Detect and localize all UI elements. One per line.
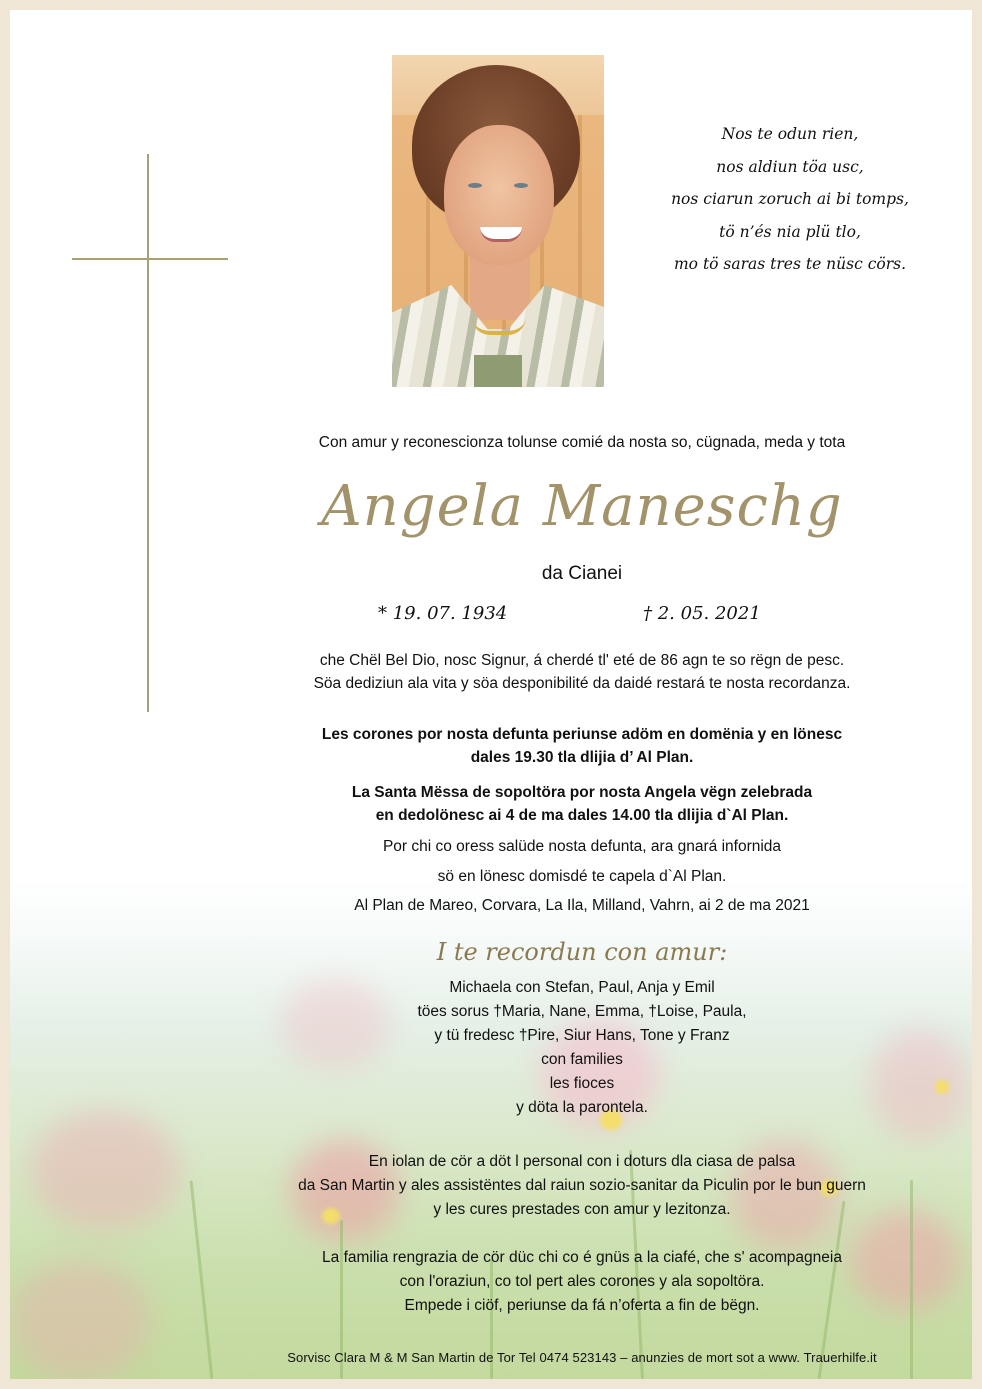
place-date: Al Plan de Mareo, Corvara, La Ila, Milland, Vahrn, ai 2 de ma 2021 [354, 897, 810, 914]
family-line: les fioces [549, 1075, 615, 1092]
poem-line: Nos te odun rien, [721, 125, 859, 143]
deceased-name: Angela Maneschg [321, 474, 843, 539]
thanks-line: La familia rengrazia de cör düc chi co é gnüs a la ciafé, che s' acompagneia [322, 1249, 842, 1266]
thanks-line: con l'oraziun, co tol pert ales corones y ala sopoltöra. [399, 1273, 765, 1290]
footer-funeral-service: Sorvisc Clara M & M San Martin de Tor Tel 0474 523143 – anunzies de mort sot a www. Trauerhilfe.it [287, 1350, 877, 1365]
deceased-origin: da Cianei [541, 563, 623, 584]
family-line: y tü fredesc †Pire, Siur Hans, Tone y Franz [434, 1027, 730, 1044]
thanks-line: da San Martin y ales assistëntes dal raiun sozio-sanitar da Piculin por le bun guern [298, 1177, 866, 1194]
family-line: töes sorus †Maria, Nane, Emma, †Loise, Paula, [417, 1003, 747, 1020]
flower-stem [190, 1180, 214, 1379]
thanks-line: y les cures prestades con amur y lezitonza. [433, 1201, 731, 1218]
thanks-staff [232, 1150, 932, 1222]
death-date: † 2. 05. 2021 [643, 603, 761, 624]
thanks-line: En iolan de cör a döt l personal con i doturs dla ciasa de palsa [368, 1153, 796, 1170]
mass-line: La Santa Mëssa de sopoltöra por nosta Angela vëgn zelebrada [351, 784, 813, 801]
announcement-line: Söa dediziun ala vita y söa desponibilité da daidé restará te nosta recordanza. [313, 675, 851, 692]
rosary-info [232, 723, 932, 769]
mass-line: en dedolönesc ai 4 de ma dales 14.00 tla dlijia d`Al Plan. [375, 807, 789, 824]
obituary-card [10, 10, 972, 1379]
cross-icon-horizontal [72, 258, 228, 260]
farewell-line: Por chi co oress salüde nosta defunta, ara gnará infornida [382, 838, 782, 855]
farewell-info [232, 832, 932, 892]
farewell-line: sö en lönesc domisdé te capela d`Al Plan. [437, 868, 727, 885]
poem-line: nos ciarun zoruch ai bi tomps, [671, 190, 909, 208]
birth-date: * 19. 07. 1934 [378, 603, 508, 624]
thanks-line: Empede i ciöf, periunse da fá n’oferta a fin de bëgn. [404, 1297, 760, 1314]
rosary-line: Les corones por nosta defunta periunse adöm en domënia y en lönesc [321, 726, 843, 743]
remember-heading: I te recordun con amur: [436, 938, 728, 966]
family-line: y döta la parontela. [516, 1099, 648, 1116]
family-list [232, 976, 932, 1120]
rosary-line: dales 19.30 tla dlijia d’ Al Plan. [470, 749, 694, 766]
announcement [232, 649, 932, 695]
flower-center [935, 1080, 949, 1094]
poem-line: nos aldiun töa usc, [716, 157, 864, 176]
family-line: con families [541, 1051, 623, 1068]
thanks-family [232, 1246, 932, 1318]
intro-text: Con amur y reconescionza tolunse comié da nosta so, cügnada, meda y tota [318, 434, 846, 451]
flower-blur [30, 1110, 180, 1230]
flower-blur [10, 1260, 150, 1379]
cross-icon-vertical [147, 154, 149, 712]
poem [630, 118, 950, 281]
mass-info [232, 781, 932, 827]
family-line: Michaela con Stefan, Paul, Anja y Emil [449, 979, 715, 996]
poem-line: tö n’és nia plü tlo, [719, 222, 861, 241]
announcement-line: che Chël Bel Dio, nosc Signur, á cherdé tl' eté de 86 agn te so rëgn de pesc. [319, 652, 845, 669]
portrait-photo [392, 55, 604, 387]
poem-line: mo tö saras tres te nüsc cörs. [673, 255, 907, 273]
